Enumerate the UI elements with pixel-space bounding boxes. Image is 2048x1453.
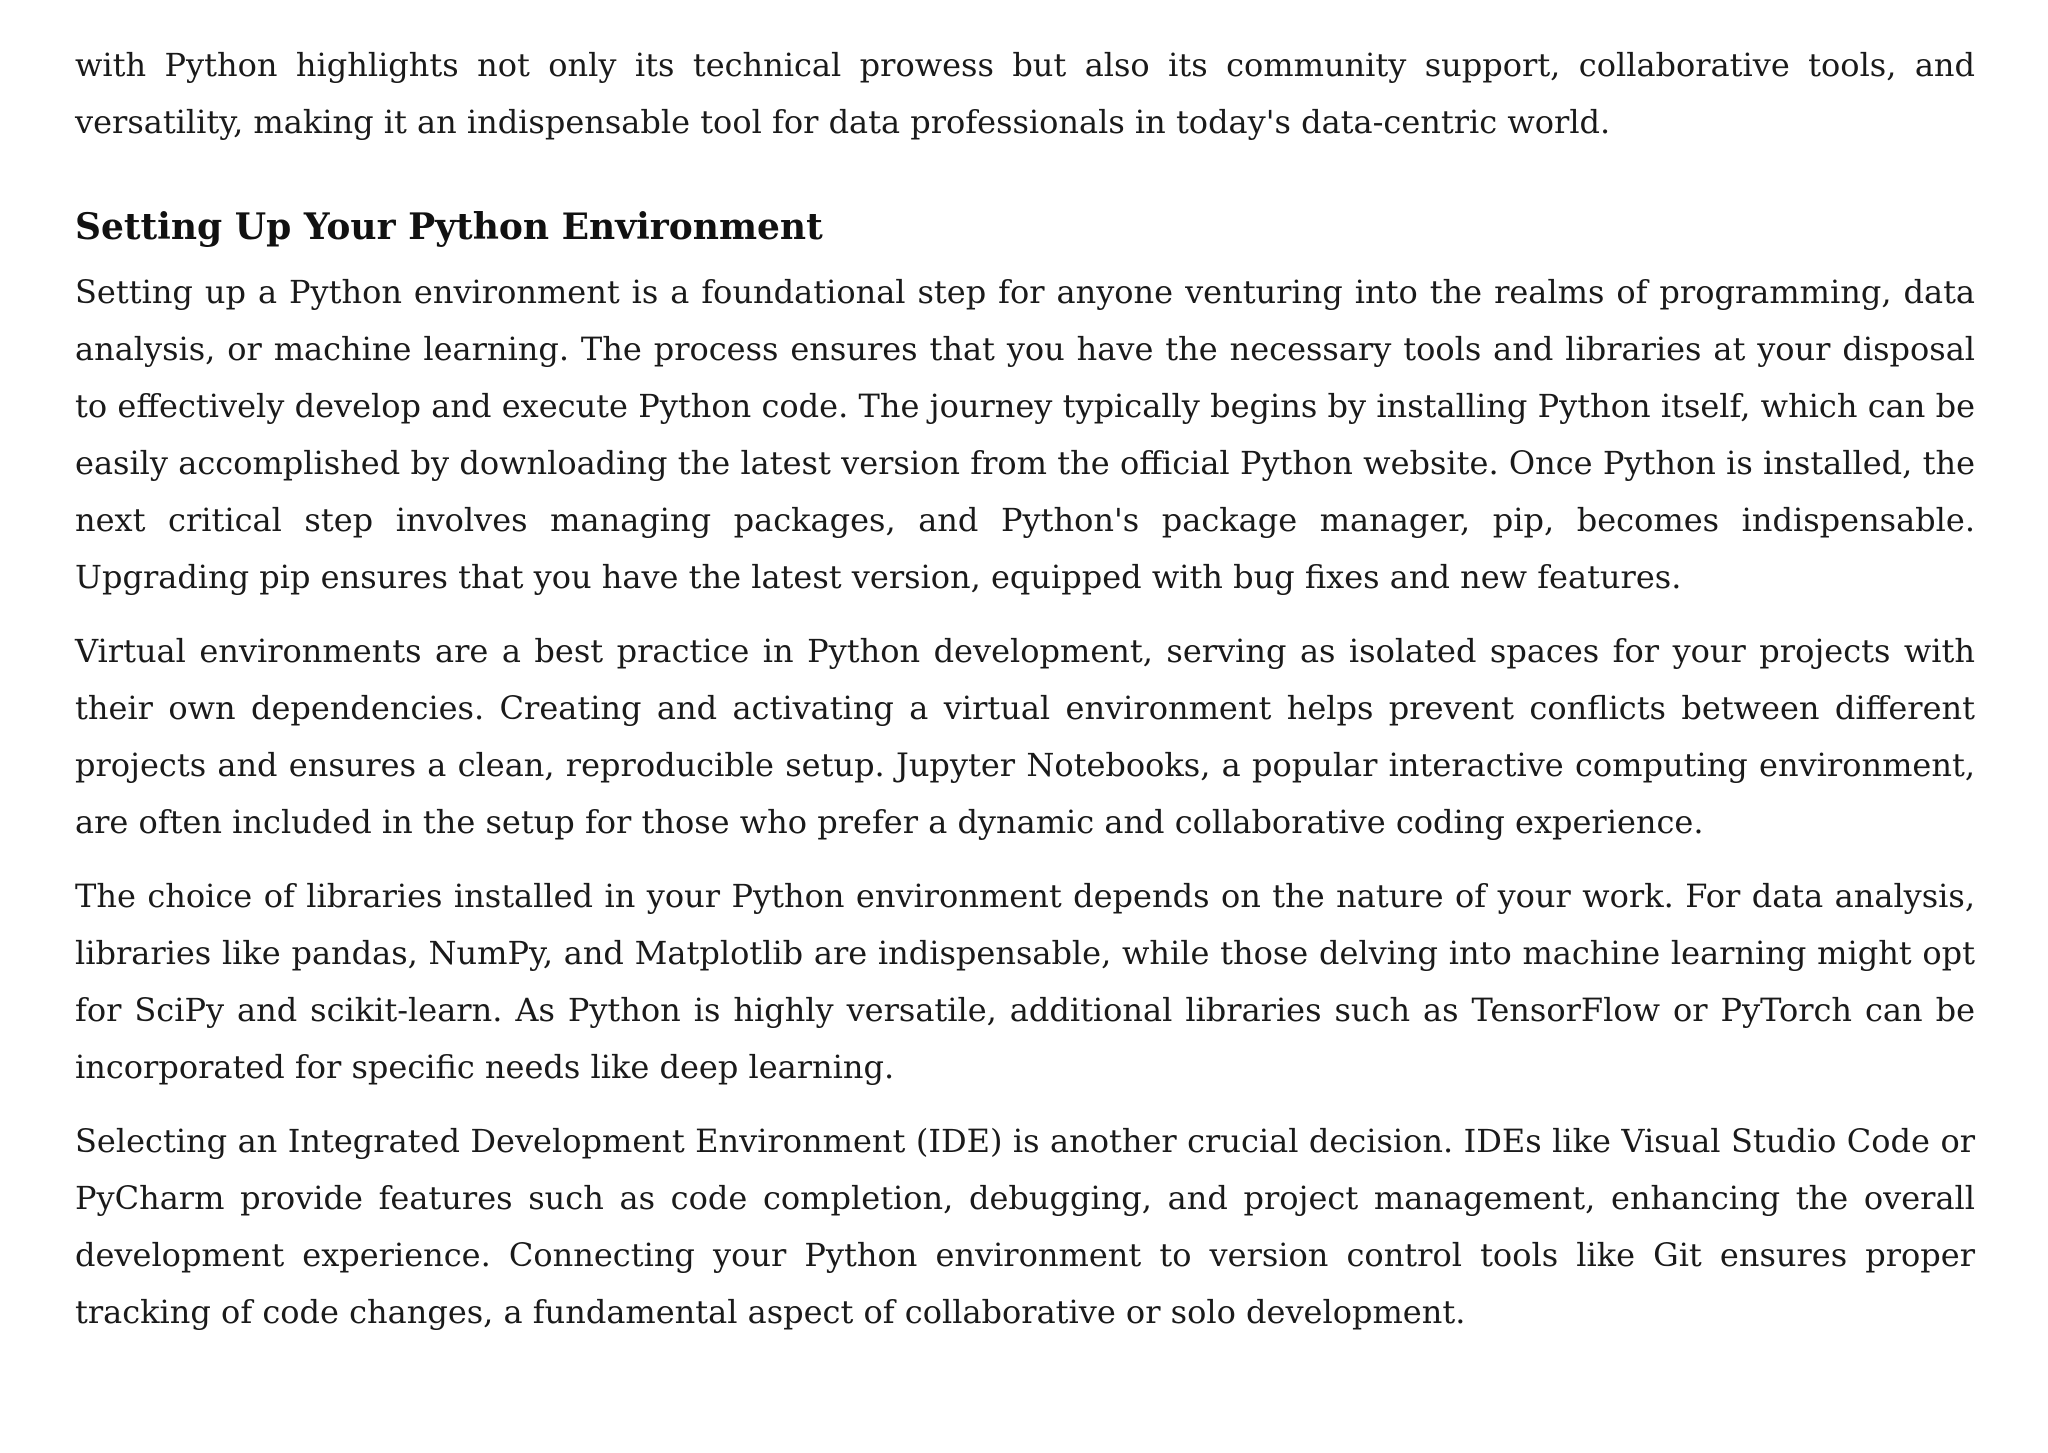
paragraph-setup-overview: Setting up a Python environment is a foundational step for anyone venturing into the realms of programming, data analysis, or machine learning. The process ensures that you have the necessary tools and libraries at your disposal to effectively develop and execute Python code. The journey typically begins by installing Python itself, which can be easily accomplished by downloading the latest version from the official Python website. Once Python is installed, the next critical step involves managing packages, and Python's package manager, pip, becomes indispensable. Upgrading pip ensures that you have the latest version, equipped with bug fixes and new features.	[75, 273, 1975, 596]
paragraph-virtual-environments: Virtual environments are a best practice in Python development, serving as isolated spaces for your projects with their own dependencies. Creating and activating a virtual environment helps prevent conflicts between different projects and ensures a clean, reproducible setup. Jupyter Notebooks, a popular interactive computing environment, are often included in the setup for those who prefer a dynamic and collaborative coding experience.	[75, 632, 1975, 841]
document-page	[75, 0, 1975, 1358]
section-heading: Setting Up Your Python Environment	[75, 206, 823, 248]
section-setting-up-python-environment	[75, 202, 1975, 1341]
paragraph-library-choice: The choice of libraries installed in your Python environment depends on the nature of your work. For data analysis, libraries like pandas, NumPy, and Matplotlib are indispensable, while those delving into machine learning might opt for SciPy and scikit-learn. As Python is highly versatile, additional libraries such as TensorFlow or PyTorch can be incorporated for specific needs like deep learning.	[75, 877, 1975, 1086]
paragraph-ide-selection: Selecting an Integrated Development Environment (IDE) is another crucial decision. IDEs like Visual Studio Code or PyCharm provide features such as code completion, debugging, and project management, enhancing the overall development experience. Connecting your Python environment to version control tools like Git ensures proper tracking of code changes, a fundamental aspect of collaborative or solo development.	[75, 1122, 1975, 1331]
intro-continuation-paragraph: with Python highlights not only its technical prowess but also its community support, collaborative tools, and versatility, making it an indispensable tool for data professionals in today's data-centric world.	[75, 46, 1975, 141]
